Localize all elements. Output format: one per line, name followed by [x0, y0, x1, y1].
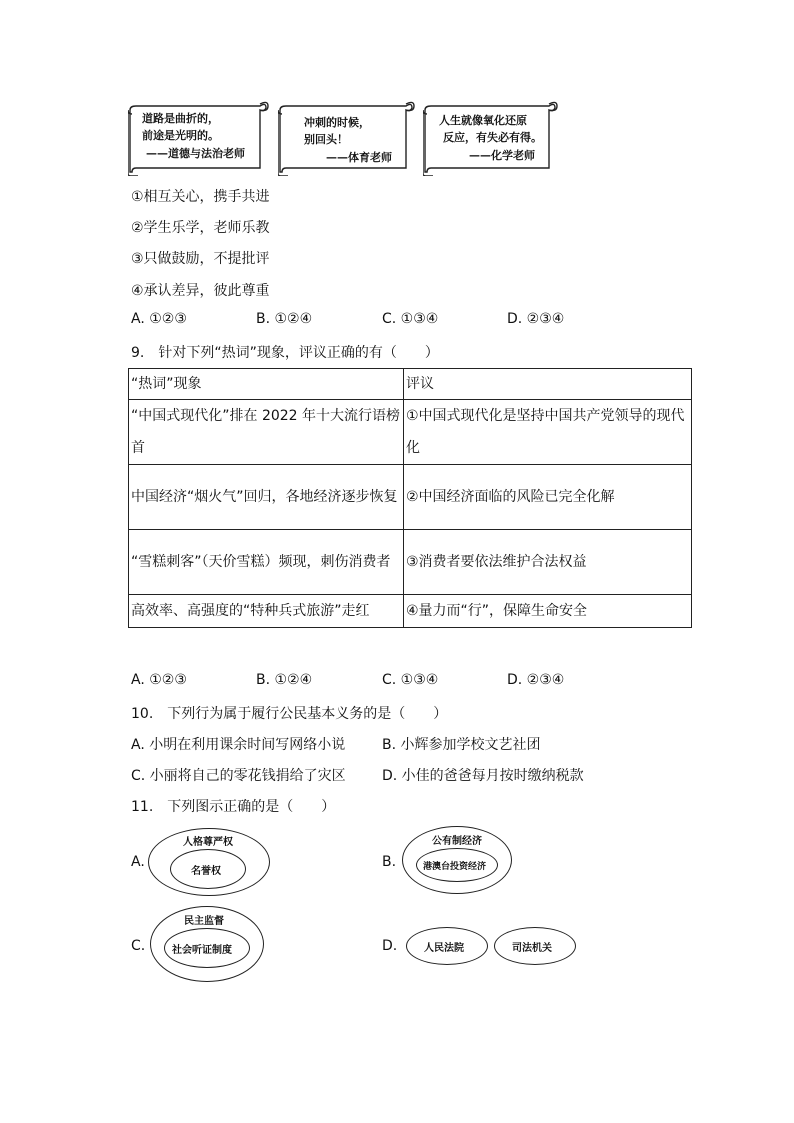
q9-option-a[interactable]: A. ①②③ — [131, 672, 187, 688]
table-header-cell: “热词”现象 — [129, 369, 404, 400]
table-cell: ②中国经济面临的风险已完全化解 — [404, 465, 692, 530]
scroll-pe-teacher — [278, 100, 416, 176]
table-header-cell: 评议 — [404, 369, 692, 400]
diagram-a-outer-label: 人格尊严权 — [183, 837, 233, 848]
q8-statement: ④承认差异，彼此尊重 — [131, 283, 270, 299]
scroll-line: 人生就像氧化还原 — [439, 114, 527, 127]
q8-statement: ②学生乐学，老师乐教 — [131, 220, 270, 236]
table-cell: ③消费者要依法维护合法权益 — [404, 530, 692, 595]
diagram-c-inner-label: 社会听证制度 — [172, 945, 232, 956]
diagram-d-right-label: 司法机关 — [512, 943, 552, 954]
q11-option-a-label[interactable]: A. — [131, 854, 145, 870]
scroll-chemistry-teacher — [423, 100, 559, 176]
q8-option-a[interactable]: A. ①②③ — [131, 311, 187, 327]
q10-option-b[interactable]: B. 小辉参加学校文艺社团 — [382, 737, 541, 753]
table-row — [129, 400, 692, 465]
scroll-line: ——化学老师 — [469, 149, 535, 162]
q8-statement: ①相互关心，携手共进 — [131, 189, 270, 205]
scroll-line: 别回头！ — [304, 133, 348, 146]
scroll-line: ——道德与法治老师 — [146, 147, 245, 160]
table-cell: 中国经济“烟火气”回归，各地经济逐步恢复 — [129, 465, 404, 530]
q8-option-b[interactable]: B. ①②④ — [256, 311, 313, 327]
q9-option-b[interactable]: B. ①②④ — [256, 672, 313, 688]
table-cell: ①中国式现代化是坚持中国共产党领导的现代化 — [404, 400, 692, 465]
q9-hotwords-table — [128, 368, 692, 628]
table-cell: “雪糕刺客”（天价雪糕）频现，刺伤消费者 — [129, 530, 404, 595]
q10-option-d[interactable]: D. 小佳的爸爸每月按时缴纳税款 — [382, 768, 584, 784]
diagram-d-left-label: 人民法院 — [424, 943, 464, 954]
q9-option-d[interactable]: D. ②③④ — [507, 672, 565, 688]
q10-stem: 10. 下列行为属于履行公民基本义务的是（ ） — [131, 706, 448, 722]
q11-option-d-label[interactable]: D. — [382, 938, 398, 954]
q10-option-c[interactable]: C. 小丽将自己的零花钱捐给了灾区 — [131, 768, 346, 784]
table-row — [129, 465, 692, 530]
scroll-line: 前途是光明的。 — [142, 129, 219, 142]
q8-statement: ③只做鼓励，不提批评 — [131, 251, 270, 267]
q11-option-c-label[interactable]: C. — [131, 938, 146, 954]
q9-stem: 9. 针对下列“热词”现象，评议正确的有（ ） — [131, 345, 439, 361]
scroll-line: 反应，有失必有得。 — [443, 131, 542, 144]
q8-option-c[interactable]: C. ①③④ — [382, 311, 439, 327]
diagram-a-inner-label: 名誉权 — [191, 866, 221, 877]
q11-stem: 11. 下列图示正确的是（ ） — [131, 799, 336, 815]
q8-option-d[interactable]: D. ②③④ — [507, 311, 565, 327]
q9-option-c[interactable]: C. ①③④ — [382, 672, 439, 688]
scroll-line: 冲刺的时候， — [304, 116, 370, 129]
table-row — [129, 530, 692, 595]
diagram-b-inner-label: 港澳台投资经济 — [423, 862, 487, 872]
table-header-row — [129, 369, 692, 400]
scroll-ethics-teacher — [128, 100, 270, 176]
scroll-line: 道路是曲折的， — [142, 112, 219, 125]
table-cell: 高效率、高强度的“特种兵式旅游”走红 — [129, 595, 404, 628]
table-cell: ④量力而“行”，保障生命安全 — [404, 595, 692, 628]
diagram-c-outer-label: 民主监督 — [184, 916, 224, 927]
table-cell: “中国式现代化”排在 2022 年十大流行语榜首 — [129, 400, 404, 465]
diagram-b-outer-label: 公有制经济 — [432, 836, 482, 847]
q10-option-a[interactable]: A. 小明在利用课余时间写网络小说 — [131, 737, 346, 753]
q11-option-b-label[interactable]: B. — [382, 854, 397, 870]
table-row — [129, 595, 692, 628]
scroll-line: ——体育老师 — [326, 151, 392, 164]
